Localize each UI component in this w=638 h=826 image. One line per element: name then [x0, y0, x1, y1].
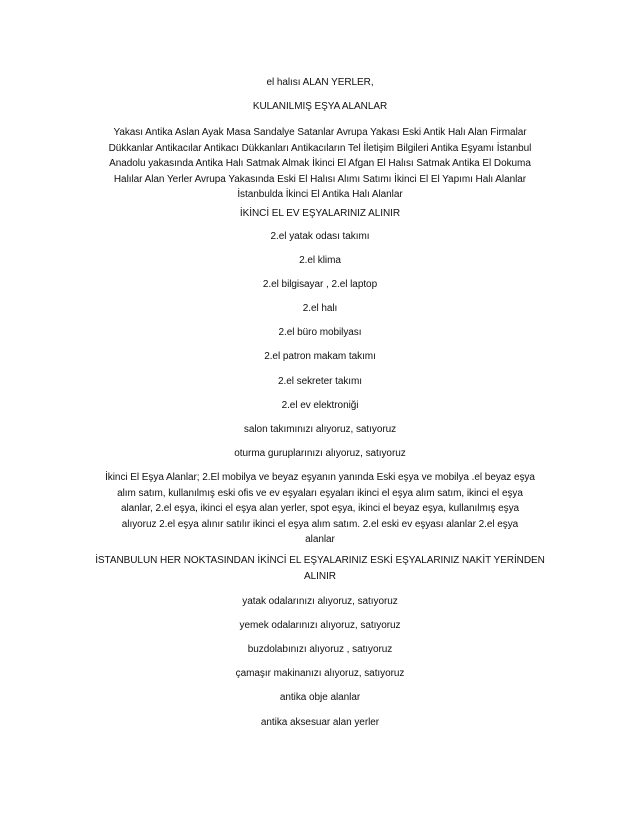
list-item: 2.el halı [302, 303, 338, 314]
paragraph-line: alım satım, kullanılmış eski ofis ve ev eşyaları eşyaları ikinci el eşya alım satım, ikinci el eşya [117, 487, 523, 499]
paragraph-line: İstanbulda İkinci El Antika Halı Alanlar [237, 189, 403, 200]
list-item: antika aksesuar alan yerler [260, 717, 380, 728]
list-item: 2.el ev elektroniği [281, 400, 359, 411]
list-item: 2.el patron makam takımı [264, 351, 376, 362]
paragraph-line: alıyoruz 2.el eşya alınır satılır ikinci el eşya alım satım. 2.el eski ev eşyası alanlar 2.el eşya [121, 518, 519, 530]
section-heading: ALINIR [304, 570, 336, 582]
list-item: 2.el yatak odası takımı [270, 231, 370, 242]
list-item: 2.el büro mobilyası [278, 327, 362, 338]
list-item: antika obje alanlar [279, 692, 361, 703]
section-heading: İSTANBULUN HER NOKTASINDAN İKİNCİ EL EŞYALARINIZ ESKİ EŞYALARINIZ NAKİT YERİNDEN [95, 555, 545, 566]
section-heading: İKİNCİ EL EV EŞYALARINIZ ALINIR [239, 208, 401, 219]
paragraph-line: Halılar Alan Yerler Avrupa Yakasında Eski El Halısı Alımı Satımı İkinci El El Yapımı Halı Alanlar [113, 173, 527, 185]
list-item: 2.el klima [299, 255, 341, 266]
paragraph-line: İkinci El Eşya Alanlar; 2.El mobilya ve beyaz eşyanın yanında Eski eşya ve mobilya .el beyaz eşya [105, 472, 535, 483]
paragraph-line: Yakası Antika Aslan Ayak Masa Sandalye Satanlar Avrupa Yakası Eski Antik Halı Alan Firmalar [113, 127, 527, 138]
list-item: yatak odalarınızı alıyoruz, satıyoruz [242, 596, 398, 607]
list-item: yemek odalarınızı alıyoruz, satıyoruz [239, 620, 401, 631]
title-line: KULANILMIŞ EŞYA ALANLAR [252, 101, 388, 112]
list-item: çamaşır makinanızı alıyoruz, satıyoruz [235, 668, 405, 679]
paragraph-line: Anadolu yakasında Antika Halı Satmak Almak İkinci El Afgan El Halısı Satmak Antika El Dokuma [109, 158, 531, 169]
list-item: 2.el bilgisayar , 2.el laptop [262, 279, 378, 290]
paragraph-line: Dükkanlar Antikacılar Antikacı Dükkanları Antikacıların Tel İletişim Bilgileri Antika Eşyamı İstanbul [108, 142, 532, 154]
list-item: salon takımınızı alıyoruz, satıyoruz [243, 424, 397, 435]
paragraph-line: alanlar [305, 534, 335, 545]
list-item: 2.el sekreter takımı [277, 376, 363, 387]
paragraph-line: alanlar, 2.el eşya, ikinci el eşya alan yerler, spot eşya, ikinci el beyaz eşya, kullanılmış eşya [120, 503, 520, 514]
title-line: el halısı ALAN YERLER, [266, 77, 374, 88]
list-item: oturma guruplarınızı alıyoruz, satıyoruz [234, 448, 406, 459]
list-item: buzdolabınızı alıyoruz , satıyoruz [247, 644, 393, 655]
